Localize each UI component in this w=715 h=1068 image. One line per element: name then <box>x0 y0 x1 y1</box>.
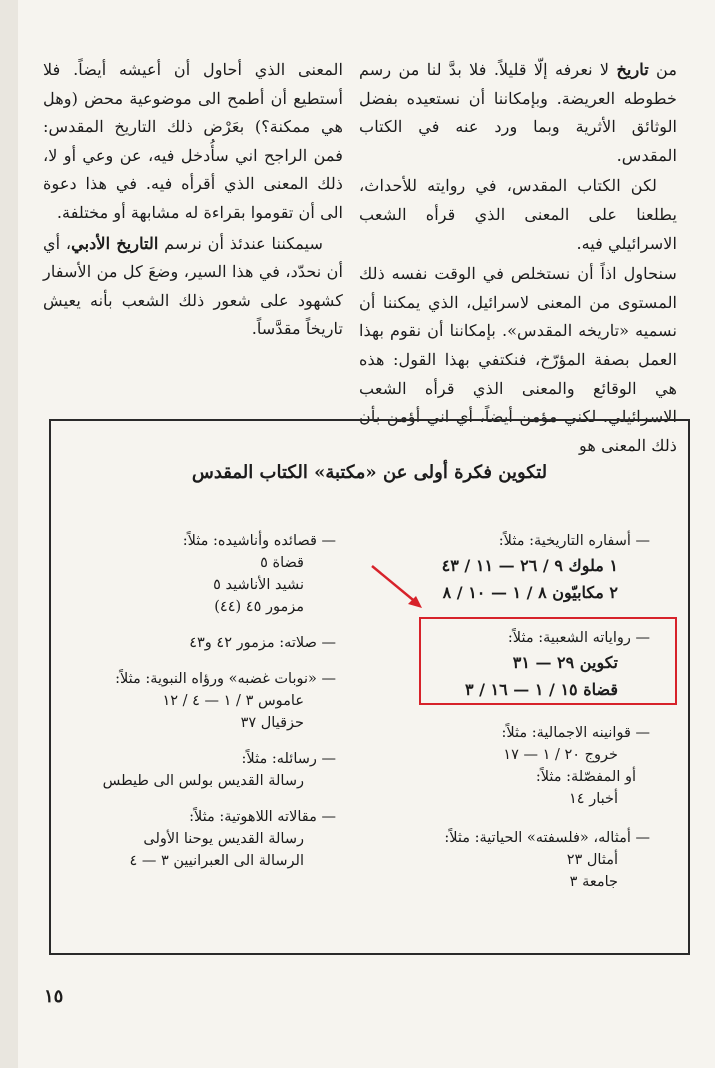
reference-line: مزمور ٤٥ (٤٤) <box>214 599 304 615</box>
category-heading: — قوانينه الاجمالية: مثلاً: <box>501 725 650 741</box>
paragraph: من تاريخ لا نعرفه إلّا قليلاً. فلا بدَّ لنا من رسم خطوطه العريضة. وبإمكاننا أن نستعيده بفضل الوثائق الأثرية وبما ورد عنه في الكتاب المقدس. <box>359 60 678 165</box>
category-group <box>66 807 336 872</box>
reference-line: أخبار ١٤ <box>569 791 618 807</box>
category-heading: — رسائله: مثلاً: <box>241 751 336 767</box>
reference-line: قضاة ٥ <box>260 555 304 571</box>
reference-line: ١ ملوك ٩ / ٢٦ — ١١ / ٤٣ <box>441 556 618 575</box>
text-column-left <box>43 56 343 344</box>
reference-line: ٢ مكابيّون ٨ / ١ — ١٠ / ٨ <box>442 583 618 602</box>
category-group <box>380 828 650 893</box>
category-heading: — مقالاته اللاهوتية: مثلاً: <box>189 809 336 825</box>
category-group <box>66 531 336 618</box>
paragraph: سنحاول اذاً أن نستخلص في الوقت نفسه ذلك المستوى من المعنى لاسرائيل، الذي يمكننا أن نسميه «تاريخه المقدس». بإمكاننا أن نقوم بهذا العمل بصفة المؤرّخ، فنكتفي بهذا القول: هذه هي الوقائع والمعنى الذي قرأه الشعب الاسرائيلي. لكني مؤمن أيضاً، أي اني أؤمن بأن ذلك المعنى هو <box>359 264 677 455</box>
reference-line: عاموس ٣ / ١ — ٤ / ١٢ <box>162 693 304 709</box>
reference-line: قضاة ١٥ / ١ — ١٦ / ٣ <box>464 680 618 699</box>
category-heading: — أمثاله، «فلسفته» الحياتية: مثلاً: <box>444 830 650 846</box>
reference-line: رسالة القديس بولس الى طيطس <box>102 773 304 789</box>
reference-line: الرسالة الى العبرانيين ٣ — ٤ <box>129 853 304 869</box>
reference-line: جامعة ٣ <box>569 874 618 890</box>
category-group <box>66 633 336 654</box>
bold-term: تاريخ <box>616 60 649 79</box>
reference-line: رسالة القديس يوحنا الأولى <box>143 831 304 847</box>
reference-line: نشيد الأناشيد ٥ <box>213 577 304 593</box>
paragraph: سيمكننا عندئذ أن نرسم التاريخ الأدبي، أي أن نحدّد، في هذا السير، وضعَ كل من الأسفار كشهود على شعور ذلك الشعب بأنه يعيش تاريخاً مقدَّساً. <box>43 233 343 339</box>
highlight-rectangle <box>419 617 677 705</box>
page-number: ١٥ <box>44 986 64 1007</box>
arrow-icon <box>368 562 426 612</box>
category-heading: — صلاته: مزمور ٤٢ و٤٣ <box>189 635 336 651</box>
reference-line: حزقيال ٣٧ <box>240 715 304 731</box>
text-column-right <box>359 56 677 460</box>
box-column-left <box>66 531 336 887</box>
page-gutter <box>0 0 18 1068</box>
category-group <box>380 723 650 810</box>
category-group <box>66 749 336 792</box>
category-heading: — أسفاره التاريخية: مثلاً: <box>498 533 650 549</box>
category-heading: — «نوبات غضبه» ورؤاه النبوية: مثلاً: <box>115 671 336 687</box>
reference-line: تكوين ٢٩ — ٣١ <box>512 653 618 672</box>
category-subheading: أو المفصّلة: مثلاً: <box>535 769 636 785</box>
reference-line: خروج ٢٠ / ١ — ١٧ <box>503 747 618 763</box>
reference-line: أمثال ٢٣ <box>566 852 618 868</box>
category-heading: — قصائده وأناشيده: مثلاً: <box>182 533 336 549</box>
box-title: لتكوين فكرة أولى عن «مكتبة» الكتاب المقدس <box>191 462 548 483</box>
category-heading: — رواياته الشعبية: مثلاً: <box>507 630 650 646</box>
paragraph: المعنى الذي أحاول أن أعيشه أيضاً. فلا أستطيع أن أطمح الى موضوعية محض (وهل هي ممكنة؟) بعَرْض ذلك التاريخ المقدس: فمن الراجح اني سأُدخل فيه، عن وعي أو لا، ذلك المعنى الذي أقرأه فيه. في هذا دعوة الى أن تقوموا بقراءة له مشابهة أو مختلفة. <box>43 60 343 222</box>
bold-term: التاريخ الأدبي <box>71 233 159 253</box>
paragraph: لكن الكتاب المقدس، في روايته للأحداث، يطلعنا على المعنى الذي قرأه الشعب الاسرائيلي فيه. <box>359 176 677 253</box>
category-group <box>66 669 336 734</box>
